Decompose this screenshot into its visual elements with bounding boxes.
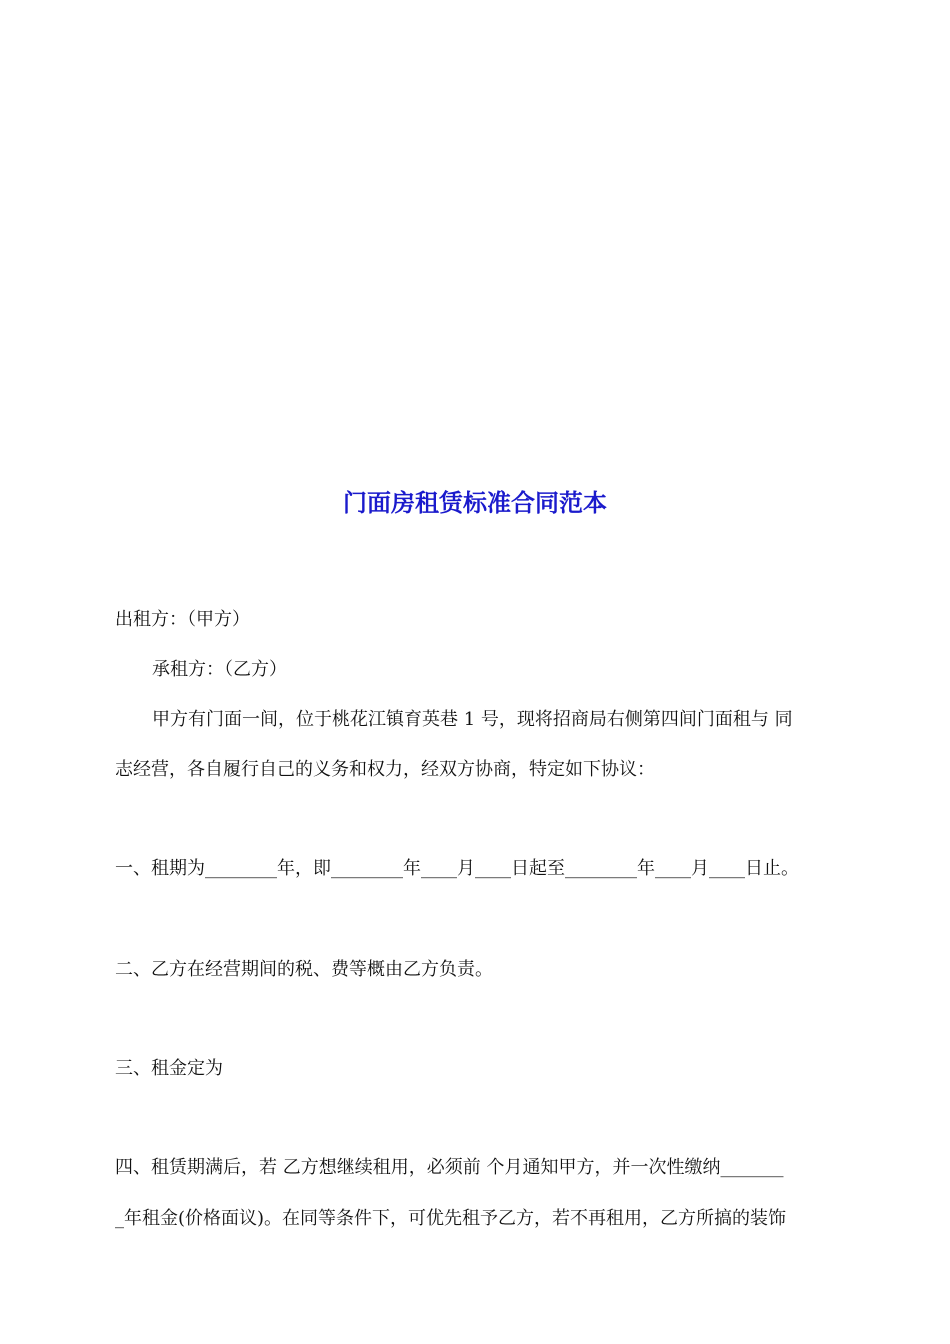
intro-paragraph-line-2: 志经营，各自履行自己的义务和权力，经双方协商，特定如下协议： <box>115 759 655 780</box>
clause-4-renewal-line-1: 四、租赁期满后，若 乙方想继续租用，必须前 个月通知甲方，并一次性缴纳_______ <box>115 1157 784 1178</box>
clause-2-taxes-fees: 二、乙方在经营期间的税、费等概由乙方负责。 <box>115 959 493 980</box>
lessor-line: 出租方：（甲方） <box>115 609 250 630</box>
document-title: 门面房租赁标准合同范本 <box>343 488 607 517</box>
intro-paragraph-line-1: 甲方有门面一间，位于桃花江镇育英巷 1 号，现将招商局右侧第四间门面租与 同 <box>152 709 793 730</box>
clause-3-rent: 三、租金定为 <box>115 1058 223 1079</box>
clause-4-renewal-line-2: _年租金(价格面议)。在同等条件下，可优先租予乙方，若不再租用，乙方所搞的装饰 <box>115 1208 787 1229</box>
lessee-line: 承租方：（乙方） <box>152 659 287 680</box>
clause-1-lease-term: 一、租期为________年，即________年____月____日起至________年____月____日止。 <box>115 858 799 879</box>
